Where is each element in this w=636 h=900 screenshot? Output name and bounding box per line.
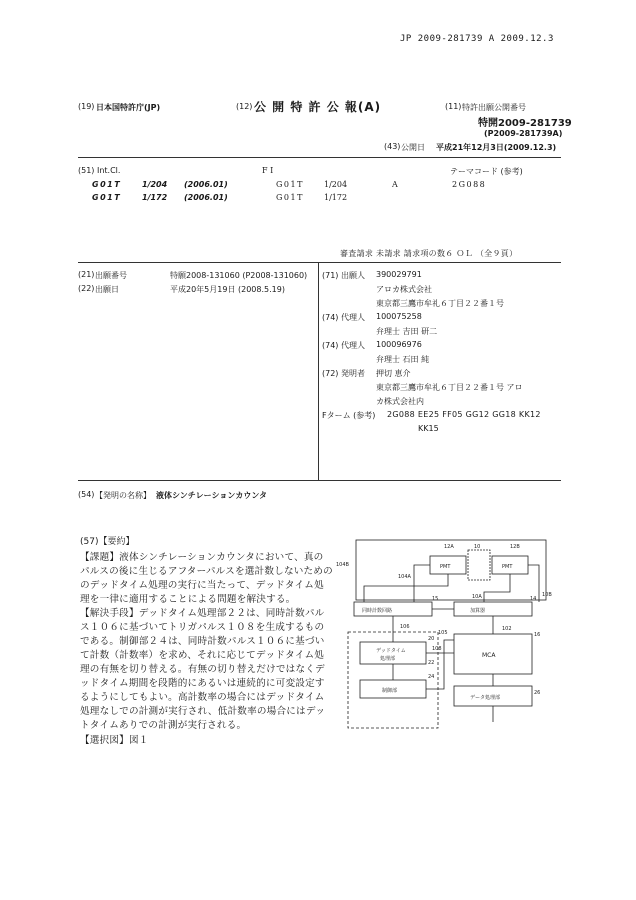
abstract-line: 処理なしでの計測が実行され、低計数率の場合にはデッ (80, 706, 326, 717)
theme-label: テーマコード (参考) (450, 167, 523, 176)
fi-code: 1/204 (324, 180, 348, 189)
ipc-version: (2006.01) (184, 180, 228, 189)
ref-108: 108 (432, 646, 442, 652)
pubno-code: (11) (445, 102, 462, 111)
block-diagram-figure (334, 536, 558, 774)
office-code: (19) (78, 102, 95, 111)
ref-12a: 12A (444, 544, 454, 550)
kind-code: (12) (236, 102, 253, 111)
theme-code: 2G088 (452, 180, 487, 189)
deadtime-label: 処理部 (380, 656, 396, 662)
appno-code: (21) (78, 270, 95, 279)
ref-16: 16 (534, 632, 541, 638)
intcl-label: (51) Int.Cl. (78, 166, 121, 175)
ref-102: 102 (502, 626, 512, 632)
appdate-code: (22) (78, 284, 95, 293)
abstract-line: 【選択図】図１ (80, 735, 149, 746)
applicant-label: (71) 出願人 (322, 271, 365, 280)
abstract-heading: (57)【要約】 (80, 537, 135, 547)
block-diagram-svg (334, 536, 558, 774)
fi-symbol: G01T (276, 180, 304, 189)
ipc-code: 1/172 (142, 193, 168, 202)
office-name: 日本国特許庁(JP) (96, 103, 161, 112)
document-reference: JP 2009-281739 A 2009.12.3 (400, 34, 554, 44)
divider (78, 480, 561, 481)
fterm-label: Fターム (参考) (322, 411, 376, 420)
pubdate-label: 公開日 (401, 143, 425, 152)
agent-id: 100096976 (376, 340, 422, 349)
ref-20: 20 (428, 636, 435, 642)
abstract-line: るようにしてもよい。高計数率の場合にはデッドタイム (80, 692, 325, 703)
coincidence-label: 同時計数回路 (362, 608, 393, 614)
mca-label: MCA (482, 652, 496, 659)
invention-title: 液体シンチレーションカウンタ (156, 491, 267, 500)
inventor-label: (72) 発明者 (322, 369, 365, 378)
agent-label: (74) 代理人 (322, 313, 365, 322)
adder-label: 加算器 (470, 608, 486, 614)
pmt-left-label: PMT (440, 564, 451, 570)
abstract-line: パルスの後に生じるアフターパルスを選計数しないための (80, 566, 333, 577)
ref-104b: 104B (336, 562, 349, 568)
fi-flag: A (392, 180, 398, 189)
pubno-label: 特許出願公開番号 (462, 103, 526, 112)
agent-name: 弁理士 石田 純 (376, 355, 430, 364)
publication-date: 平成21年12月3日(2009.12.3) (436, 143, 557, 152)
dataproc-label: データ処理部 (470, 695, 501, 701)
ref-10: 10 (474, 544, 481, 550)
abstract-line: 理を一律に適用することによる問題を解決する。 (80, 594, 296, 605)
ipc-version: (2006.01) (184, 193, 228, 202)
ref-22: 22 (428, 660, 435, 666)
vial-box (468, 550, 490, 580)
adder-box (454, 602, 532, 616)
fi-label: F I (262, 166, 274, 175)
signal-line (414, 565, 430, 602)
ref-106: 106 (400, 624, 410, 630)
fterm-codes: KK15 (418, 424, 439, 433)
abstract-line: 【解決手段】デッドタイム処理部２２は、同時計数パル (80, 608, 325, 619)
ref-104a: 104A (398, 574, 411, 580)
abstract-line: のデッドタイム処理の実行に当たって、デッドタイム処 (80, 580, 324, 591)
signal-line (484, 574, 510, 602)
ref-15: 15 (432, 596, 439, 602)
deadtime-label: デッドタイム (376, 648, 406, 654)
application-date: 平成20年5月19日 (2008.5.19) (170, 285, 285, 294)
divider (78, 262, 561, 263)
ipc-symbol: G01T (92, 180, 122, 189)
ref-10a: 10A (472, 594, 482, 600)
ipc-symbol: G01T (92, 193, 122, 202)
abstract-line: である。制御部２４は、同時計数パルス１０６に基づい (80, 636, 325, 647)
appno-label: 出願番号 (95, 271, 127, 280)
ref-105: 105 (438, 630, 448, 636)
applicant-name: アロカ株式会社 (376, 285, 432, 294)
abstract-line: トタイムありでの計測が実行される。 (80, 720, 247, 731)
abstract-line: て計数（計数率）を求め、それに応じてデッドタイム処 (80, 650, 325, 661)
ref-14: 14 (530, 596, 537, 602)
agent-id: 100075258 (376, 312, 422, 321)
exam-status: 審査請求 未請求 請求項の数６ ＯＬ （全９頁） (340, 249, 518, 258)
inventor-address: 東京都三鷹市牟礼６丁目２２番１号 アロ (376, 383, 523, 392)
fterm-codes: 2G088 EE25 FF05 GG12 GG18 KK12 (387, 410, 541, 419)
inventor-name: 押切 恵介 (376, 369, 411, 378)
ipc-code: 1/204 (142, 180, 168, 189)
ref-10b: 10B (542, 592, 552, 598)
abstract-line: ッドタイム期間を段階的にあるいは連続的に可変設定す (80, 678, 325, 689)
fi-code: 1/172 (324, 193, 348, 202)
publication-number-alt: (P2009-281739A) (484, 129, 563, 138)
abstract-line: ス１０６に基づいてトリガパルス１０８を生成するもの (80, 622, 325, 633)
divider (78, 157, 561, 158)
ref-12b: 12B (510, 544, 520, 550)
fi-symbol: G01T (276, 193, 304, 202)
control-label: 制御部 (382, 688, 398, 694)
applicant-id: 390029791 (376, 270, 422, 279)
inventor-address: カ株式会社内 (376, 397, 424, 406)
agent-label: (74) 代理人 (322, 341, 365, 350)
abstract-line: 理の有無を切り替える。有無の切り替えだけではなくデ (80, 664, 325, 675)
ref-26: 26 (534, 690, 541, 696)
publication-kind-title: 公 開 特 許 公 報(A) (254, 100, 382, 114)
applicant-address: 東京都三鷹市牟礼６丁目２２番１号 (376, 299, 504, 308)
title-code: (54) (78, 490, 95, 499)
agent-name: 弁理士 吉田 研二 (376, 327, 438, 336)
divider (318, 262, 319, 480)
ref-24: 24 (428, 674, 435, 680)
abstract-line: 【課題】液体シンチレーションカウンタにおいて、真の (80, 552, 324, 563)
application-number: 特願2008-131060 (P2008-131060) (170, 271, 308, 280)
pmt-right-label: PMT (502, 564, 513, 570)
appdate-label: 出願日 (95, 285, 119, 294)
title-label: 【発明の名称】 (95, 491, 151, 500)
pubdate-code: (43) (384, 142, 401, 151)
publication-number: 特開2009-281739 (478, 118, 572, 129)
